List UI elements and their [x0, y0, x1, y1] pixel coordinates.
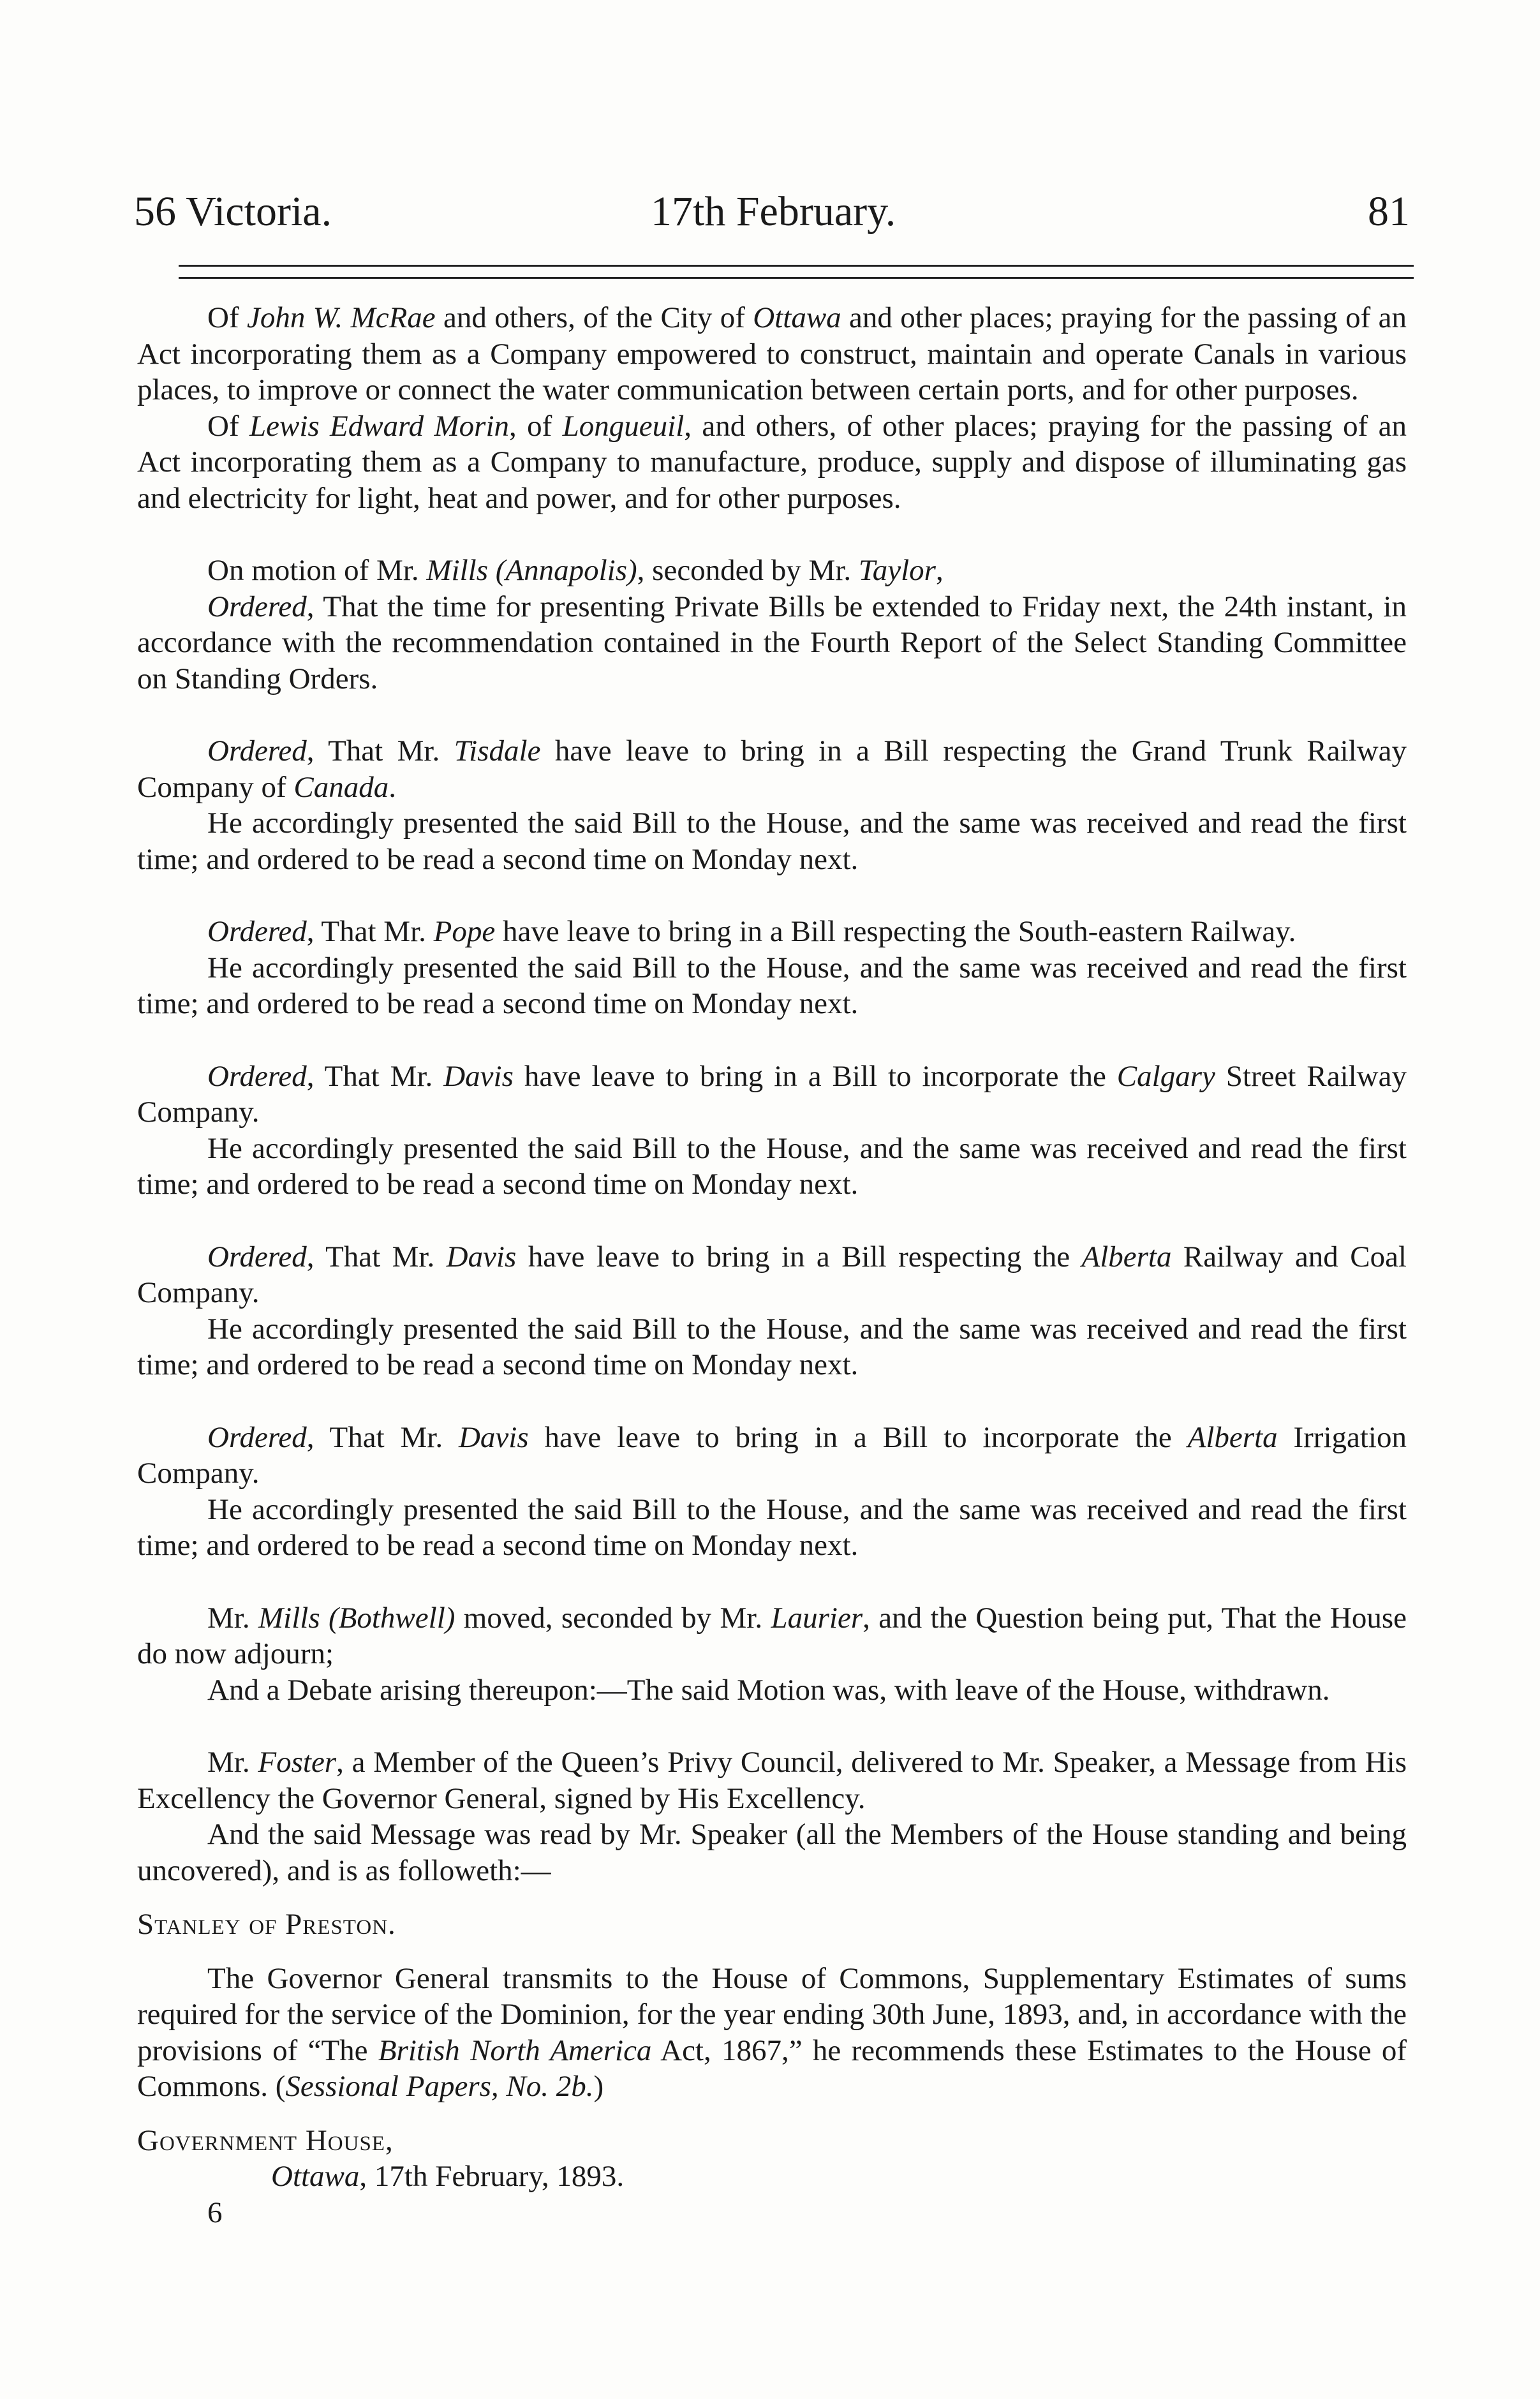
- header-rule-top: [179, 265, 1414, 267]
- petition-mcrae: Of John W. McRae and others, of the City of Ottawa and other places; praying for the passing of an Act incorporating them as a Company empowered to construct, maintain and operate Canals in various places, to improve or connect the water communication between certain ports, and for other purposes.: [137, 301, 1407, 406]
- bill-order: Ordered, That Mr. Tisdale have leave to bring in a Bill respecting the Grand Trunk Railway Company of Canada.: [137, 734, 1407, 804]
- bill-presented: He accordingly presented the said Bill to the House, and the same was received and read the first time; and ordered to be read a second time on Monday next.: [137, 1312, 1407, 1381]
- bill-order: Ordered, That Mr. Davis have leave to bring in a Bill to incorporate the Alberta Irrigation Company.: [137, 1420, 1407, 1490]
- page-number: 81: [1368, 188, 1410, 235]
- signature-mark: 6: [207, 2195, 223, 2229]
- header-rule-bottom: [179, 277, 1414, 279]
- page-body: [137, 300, 1407, 2231]
- session-label: 56 Victoria.: [134, 188, 332, 235]
- adjourn-debate: And a Debate arising thereupon:—The said Motion was, with leave of the House, withdrawn.: [207, 1673, 1330, 1707]
- petition-morin: Of Lewis Edward Morin, of Longueuil, and others, of other places; praying for the passing of an Act incorporating them as a Company to manufacture, produce, supply and dispose of illuminating gas and electricity for light, heat and power, and for other purposes.: [137, 409, 1407, 515]
- estimates-message: The Governor General transmits to the House of Commons, Supplementary Estimates of sums required for the service of the Dominion, for the year ending 30th June, 1893, and, in accordance with the provisions of “The British North America Act, 1867,” he recommends these Estimates to the House of Commons. (Sessional Papers, No. 2b.): [137, 1961, 1407, 2103]
- page-header: [134, 174, 1410, 250]
- closing-date: Ottawa, 17th February, 1893.: [271, 2160, 625, 2193]
- bill-order: Ordered, That Mr. Davis have leave to bring in a Bill respecting the Alberta Railway and Coal Company.: [137, 1240, 1407, 1309]
- message-read: And the said Message was read by Mr. Speaker (all the Members of the House standing and being uncovered), and is as followeth:—: [137, 1818, 1407, 1887]
- bill-order: Ordered, That Mr. Davis have leave to bring in a Bill to incorporate the Calgary Street Railway Company.: [137, 1059, 1407, 1129]
- motion-private-bills: On motion of Mr. Mills (Annapolis), seconded by Mr. Taylor,: [207, 554, 944, 587]
- bill-presented: He accordingly presented the said Bill to the House, and the same was received and read the first time; and ordered to be read a second time on Monday next.: [137, 951, 1407, 1020]
- bill-presented: He accordingly presented the said Bill to the House, and the same was received and read the first time; and ordered to be read a second time on Monday next.: [137, 1131, 1407, 1201]
- date-heading: 17th February.: [651, 188, 896, 235]
- order-private-bills: Ordered, That the time for presenting Private Bills be extended to Friday next, the 24th instant, in accordance with the recommendation contained in the Fourth Report of the Select Standing Committee on Standing Orders.: [137, 590, 1407, 695]
- bill-presented: He accordingly presented the said Bill to the House, and the same was received and read the first time; and ordered to be read a second time on Monday next.: [137, 1492, 1407, 1562]
- message-delivered: Mr. Foster, a Member of the Queen’s Privy Council, delivered to Mr. Speaker, a Message from His Excellency the Governor General, signed by His Excellency.: [137, 1746, 1407, 1815]
- government-house: Government House,: [137, 2123, 394, 2157]
- bill-presented: He accordingly presented the said Bill to the House, and the same was received and read the first time; and ordered to be read a second time on Monday next.: [137, 806, 1407, 876]
- adjourn-motion: Mr. Mills (Bothwell) moved, seconded by Mr. Laurier, and the Question being put, That the House do now adjourn;: [137, 1601, 1407, 1670]
- governor-signature: Stanley of Preston.: [137, 1908, 396, 1941]
- bill-order: Ordered, That Mr. Pope have leave to bring in a Bill respecting the South-eastern Railway.: [207, 915, 1296, 948]
